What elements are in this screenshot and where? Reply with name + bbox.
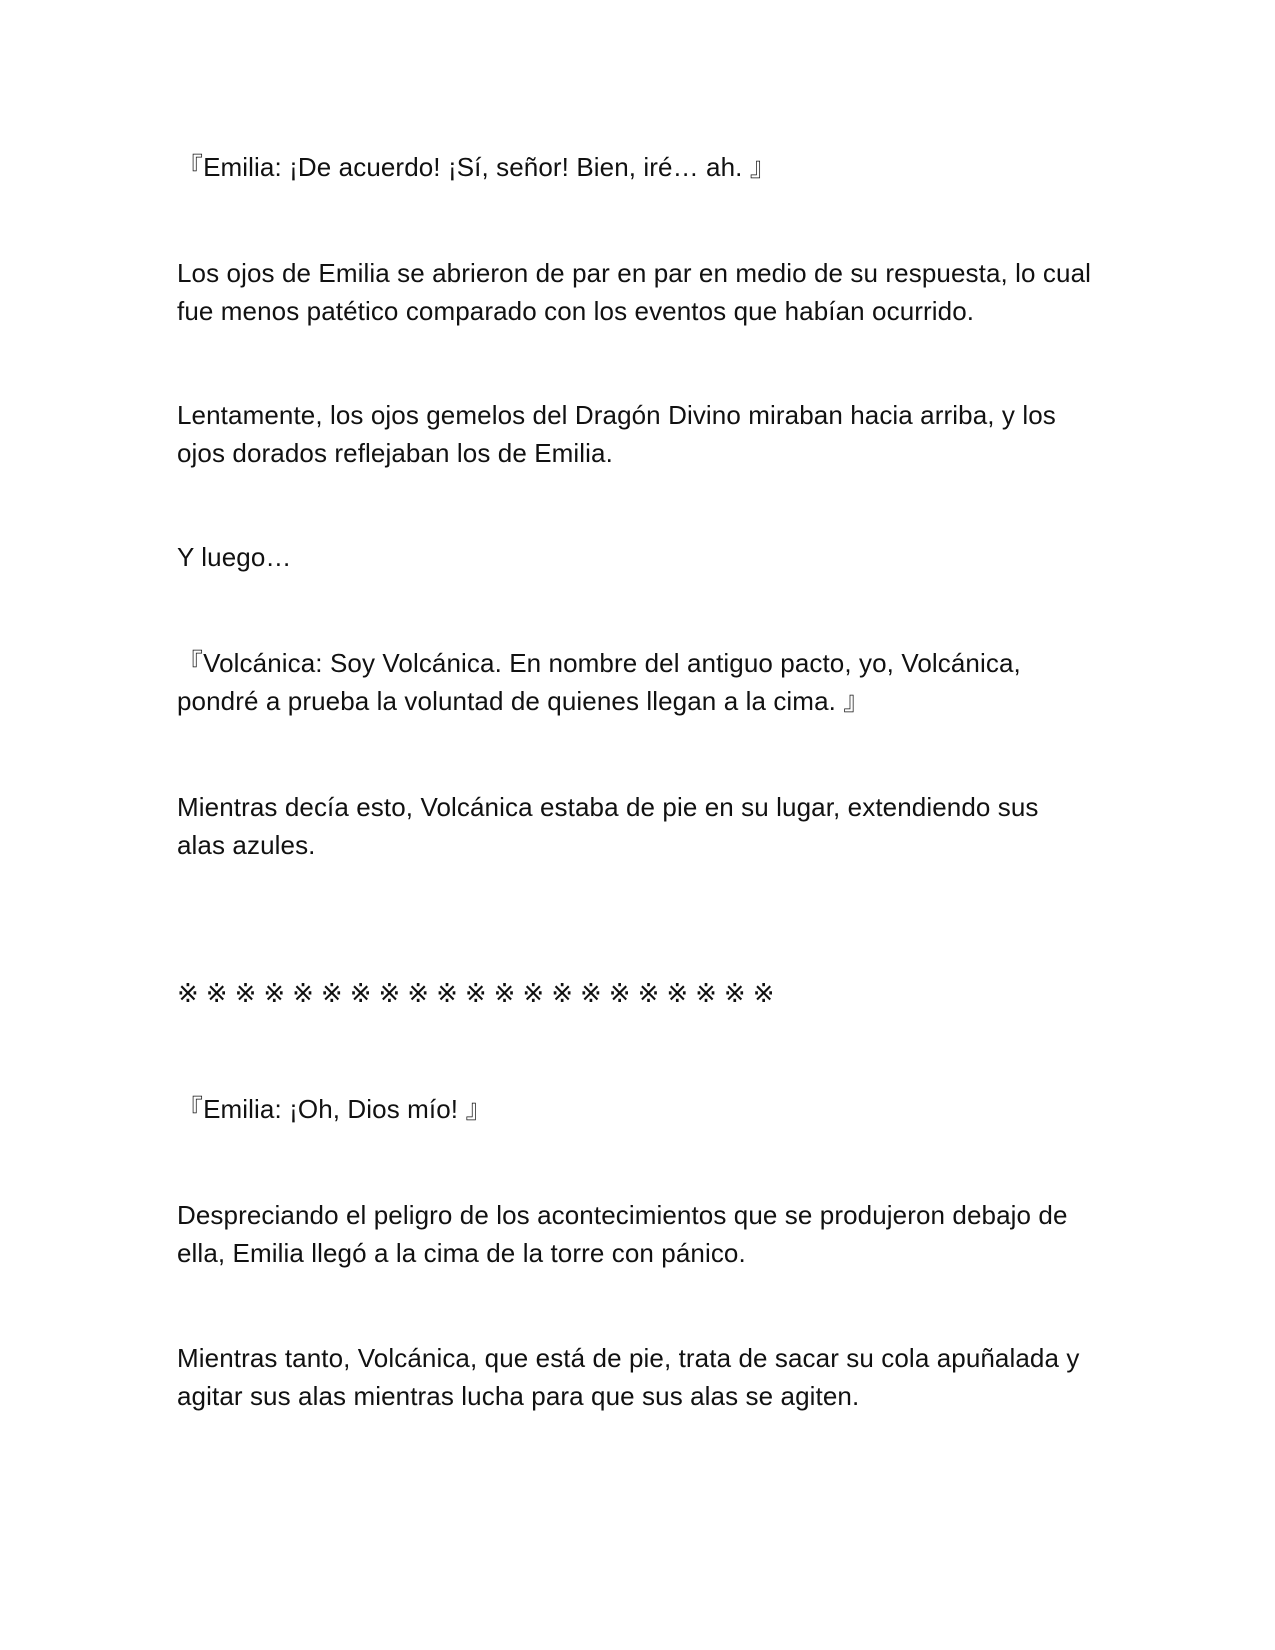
text-line: 『Volcánica: Soy Volcánica. En nombre del antiguo pacto, yo, Volcánica, xyxy=(177,648,1021,678)
text-line: Despreciando el peligro de los acontecimientos que se produjeron debajo de xyxy=(177,1200,1068,1230)
paragraph-volcanica-wings xyxy=(177,788,1117,864)
text-line: fue menos patético comparado con los eventos que habían ocurrido. xyxy=(177,296,975,326)
paragraph-emilia-eyes xyxy=(177,254,1117,330)
section-separator: ※※※※※※※※※※※※※※※※※※※※※ xyxy=(177,979,782,1009)
dialogue-volcanica xyxy=(177,644,1117,720)
paragraph-y-luego xyxy=(177,538,1117,576)
dialogue-emilia-2 xyxy=(177,1090,1117,1128)
dialogue-emilia-1 xyxy=(177,148,1117,186)
text-line: Y luego… xyxy=(177,542,292,572)
text-line: Mientras tanto, Volcánica, que está de pie, trata de sacar su cola apuñalada y xyxy=(177,1343,1080,1373)
text-line: ojos dorados reflejaban los de Emilia. xyxy=(177,438,613,468)
text-line: alas azules. xyxy=(177,830,316,860)
text-line: 『Emilia: ¡De acuerdo! ¡Sí, señor! Bien, iré… ah. 』 xyxy=(177,152,776,182)
text-line: 『Emilia: ¡Oh, Dios mío! 』 xyxy=(177,1094,492,1124)
paragraph-volcanica-struggle xyxy=(177,1339,1117,1415)
text-line: ella, Emilia llegó a la cima de la torre con pánico. xyxy=(177,1238,746,1268)
text-line: Mientras decía esto, Volcánica estaba de pie en su lugar, extendiendo sus xyxy=(177,792,1039,822)
text-line: agitar sus alas mientras lucha para que sus alas se agiten. xyxy=(177,1381,860,1411)
text-line: pondré a prueba la voluntad de quienes llegan a la cima. 』 xyxy=(177,686,870,716)
paragraph-emilia-tower xyxy=(177,1196,1117,1272)
text-line: Lentamente, los ojos gemelos del Dragón Divino miraban hacia arriba, y los xyxy=(177,400,1056,430)
paragraph-dragon-eyes xyxy=(177,396,1117,472)
text-line: Los ojos de Emilia se abrieron de par en par en medio de su respuesta, lo cual xyxy=(177,258,1092,288)
